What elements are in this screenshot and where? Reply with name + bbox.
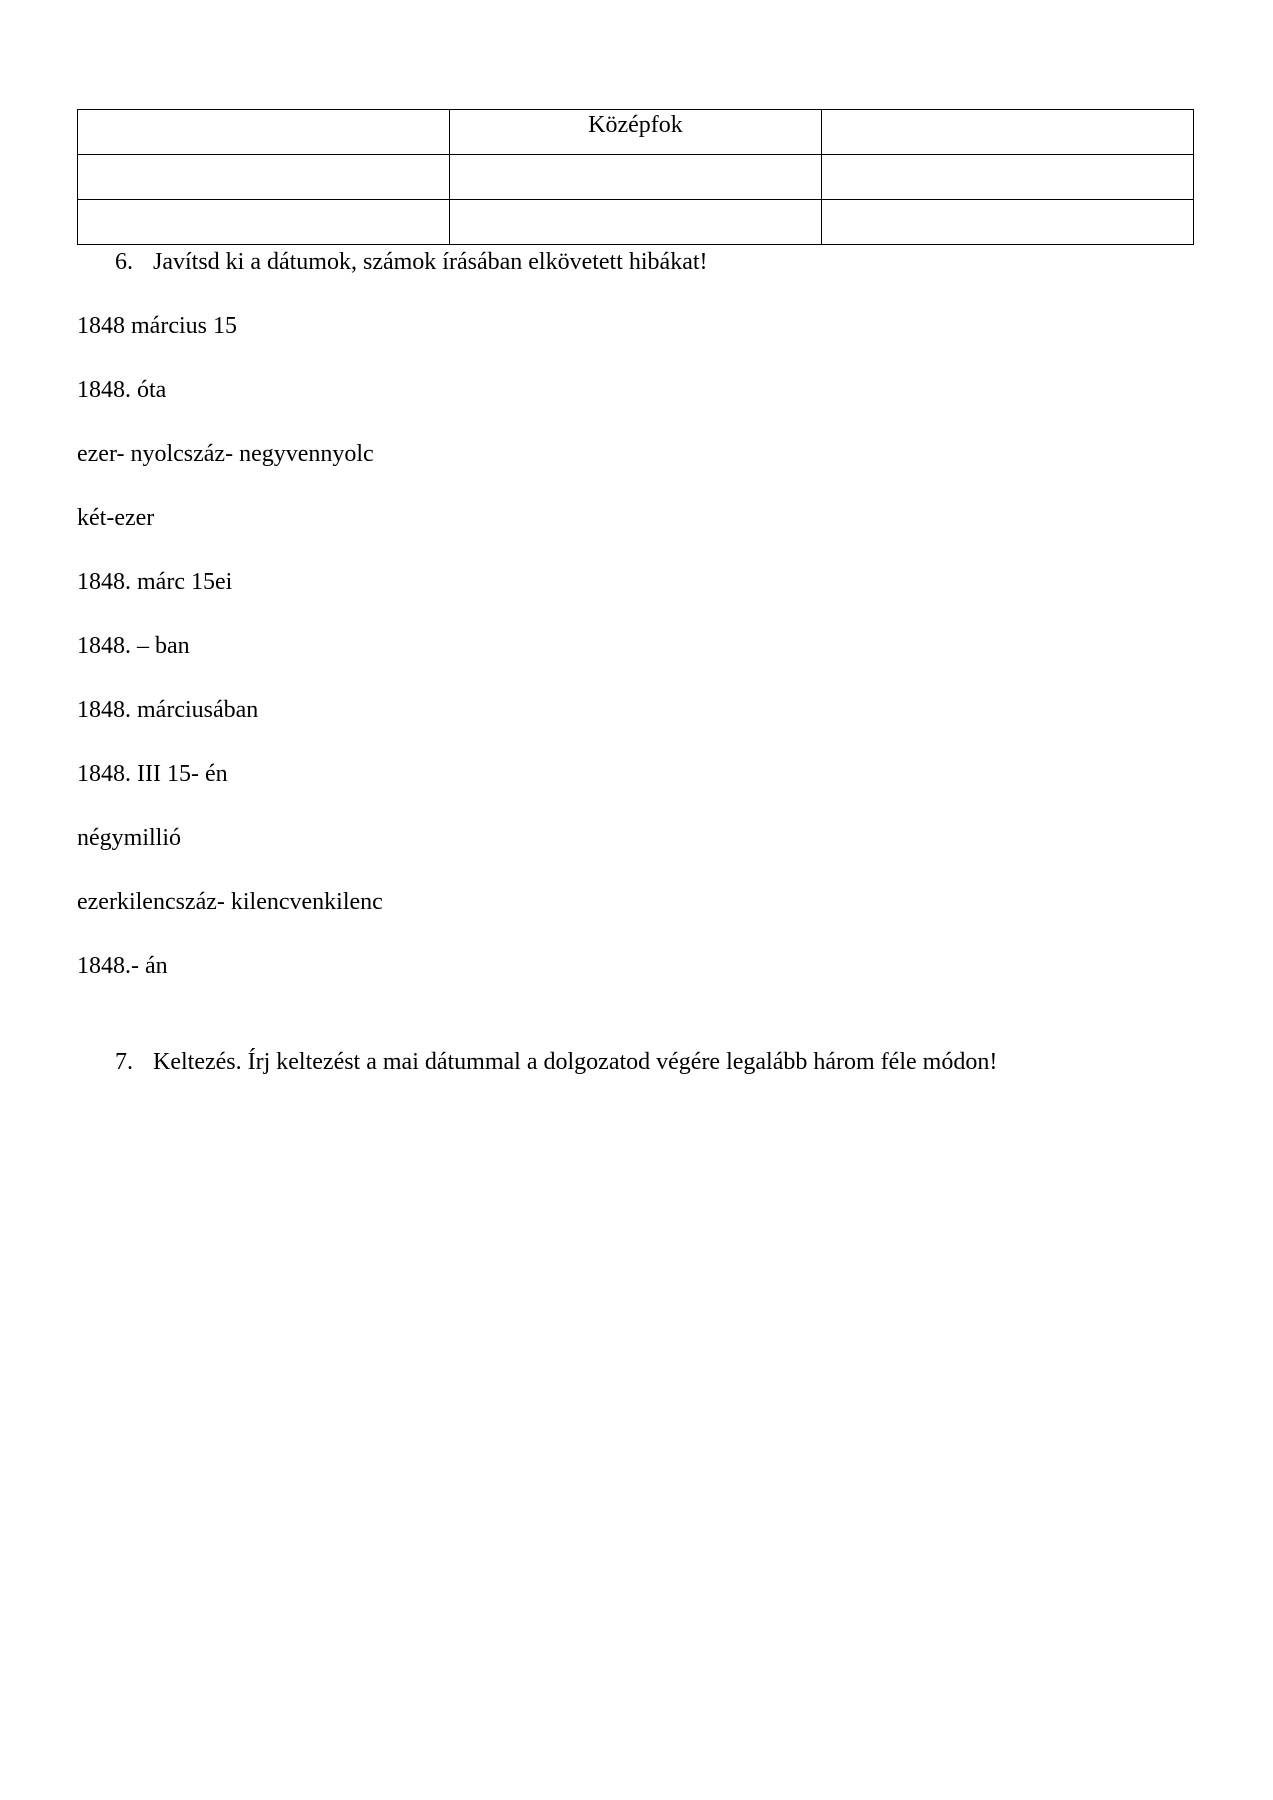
correction-item: 1848. – ban [77,633,190,659]
table-cell [822,200,1194,245]
task-6 [115,247,708,277]
table-cell [78,200,450,245]
correction-item: 1848. márciusában [77,697,259,723]
task-7-number: 7. [115,1049,133,1075]
correction-item: négymillió [77,825,181,851]
correction-item: ezerkilencszáz- kilencvenkilenc [77,889,383,915]
task-6-number: 6. [115,249,133,275]
correction-item: két-ezer [77,505,155,531]
table-cell [78,155,450,200]
table-row [78,155,1194,200]
task-7 [115,1047,997,1077]
correction-item: 1848. III 15- én [77,761,228,787]
comparison-table [77,109,1194,245]
correction-item: 1848. óta [77,377,167,403]
correction-item: 1848 március 15 [77,313,237,339]
correction-item: ezer- nyolcszáz- negyvennyolc [77,441,374,467]
table-cell [822,155,1194,200]
correction-item: 1848. márc 15ei [77,569,233,595]
table-row [78,110,1194,155]
table-cell [450,200,822,245]
table-cell [822,110,1194,155]
table-cell: Középfok [450,110,822,155]
correction-item: 1848.- án [77,953,168,979]
task-6-text: Javítsd ki a dátumok, számok írásában elkövetett hibákat! [153,249,708,275]
table-row [78,200,1194,245]
table-cell [78,110,450,155]
table-cell [450,155,822,200]
task-7-text: Keltezés. Írj keltezést a mai dátummal a dolgozatod végére legalább három féle módon! [153,1049,998,1075]
